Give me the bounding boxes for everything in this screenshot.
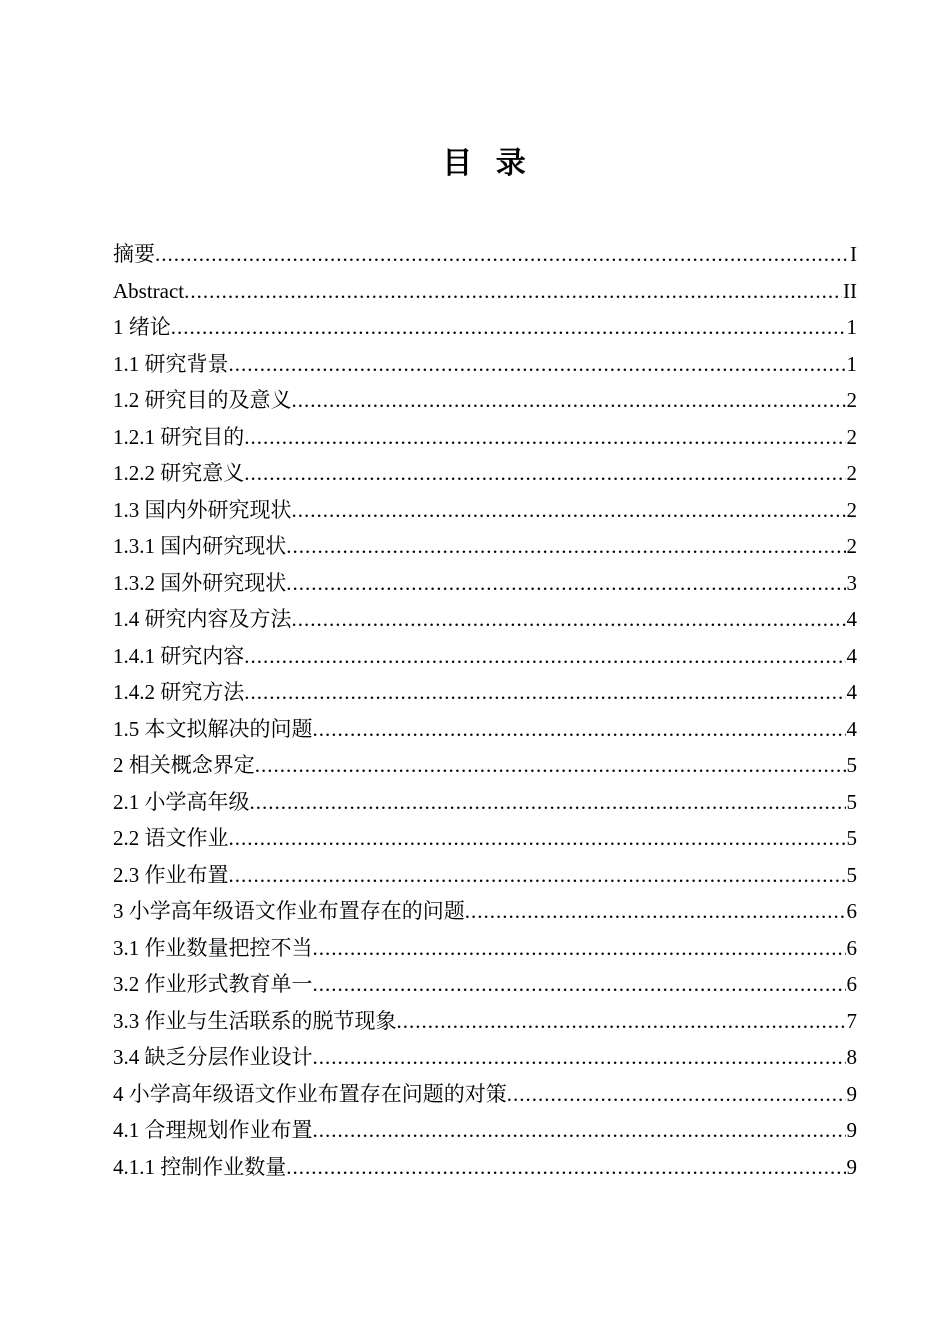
toc-entry[interactable] bbox=[113, 930, 857, 967]
toc-entry[interactable] bbox=[113, 711, 857, 748]
dot-leader bbox=[244, 674, 845, 711]
toc-entry-page: 2 bbox=[846, 497, 857, 522]
toc-entry[interactable] bbox=[113, 820, 857, 857]
toc-entry-page: 8 bbox=[846, 1045, 857, 1069]
toc-entry-label: 1 绪论 bbox=[113, 315, 171, 339]
toc-entry[interactable] bbox=[113, 309, 857, 346]
toc-entry-page: 4 bbox=[846, 680, 857, 704]
dot-leader bbox=[313, 966, 846, 1003]
toc-entry-label: 3 小学高年级语文作业布置存在的问题 bbox=[113, 899, 465, 923]
toc-entry[interactable] bbox=[113, 528, 857, 565]
toc-entry-page: 6 bbox=[846, 899, 857, 923]
toc-entry-page: 6 bbox=[846, 935, 857, 960]
toc-entry-page: 4 bbox=[846, 716, 857, 741]
toc-entry[interactable] bbox=[113, 455, 857, 492]
toc-entry-page: 9 bbox=[846, 1154, 857, 1179]
toc-entry-page: 9 bbox=[846, 1118, 857, 1142]
toc-entry-label: 1.1 研究背景 bbox=[113, 351, 229, 376]
toc-entry[interactable] bbox=[113, 492, 857, 529]
toc-entry[interactable] bbox=[113, 565, 857, 602]
dot-leader bbox=[286, 565, 845, 602]
toc-entry-label: 1.5 本文拟解决的问题 bbox=[113, 716, 313, 741]
dot-leader bbox=[292, 601, 846, 638]
toc-entry[interactable] bbox=[113, 1076, 857, 1113]
toc-entry-label: 1.3.1 国内研究现状 bbox=[113, 534, 287, 558]
toc-entry-page: 5 bbox=[846, 826, 857, 850]
toc-entry-page: I bbox=[850, 242, 857, 266]
dot-leader bbox=[244, 638, 845, 675]
dot-leader bbox=[184, 273, 842, 310]
toc-entry-label: 3.4 缺乏分层作业设计 bbox=[113, 1045, 313, 1069]
dot-leader bbox=[286, 528, 845, 565]
dot-leader bbox=[292, 382, 846, 419]
toc-title: 目 录 bbox=[442, 147, 528, 180]
toc-entry-page: 9 bbox=[846, 1081, 857, 1106]
dot-leader bbox=[286, 1149, 845, 1186]
toc-entry-label: 3.3 作业与生活联系的脱节现象 bbox=[113, 1008, 397, 1033]
toc-entry-page: 2 bbox=[846, 388, 857, 412]
dot-leader bbox=[244, 455, 845, 492]
toc-entry[interactable] bbox=[113, 382, 857, 419]
toc-entry-page: 5 bbox=[846, 789, 857, 814]
toc-entry[interactable] bbox=[113, 1112, 857, 1149]
toc-entry-page: II bbox=[843, 278, 857, 303]
toc-entry[interactable] bbox=[113, 1149, 857, 1186]
toc-entry-label: 2.2 语文作业 bbox=[113, 826, 229, 850]
toc-entry[interactable] bbox=[113, 601, 857, 638]
toc-entry[interactable] bbox=[113, 1003, 857, 1040]
dot-leader bbox=[171, 309, 846, 346]
toc-entry-label: 4 小学高年级语文作业布置存在问题的对策 bbox=[113, 1081, 507, 1106]
toc-entry-page: 4 bbox=[846, 607, 857, 631]
toc-entry[interactable] bbox=[113, 674, 857, 711]
dot-leader bbox=[229, 346, 846, 383]
dot-leader bbox=[255, 747, 846, 784]
toc-entry-page: 1 bbox=[846, 351, 857, 376]
toc-entry-page: 5 bbox=[846, 753, 857, 777]
toc-entry-label: 2.1 小学高年级 bbox=[113, 789, 250, 814]
toc-entry-label: 1.2 研究目的及意义 bbox=[113, 388, 292, 412]
dot-leader bbox=[465, 893, 846, 930]
toc-entry-label: Abstract bbox=[113, 278, 185, 303]
dot-leader bbox=[313, 1112, 846, 1149]
toc-entry-page: 1 bbox=[846, 315, 857, 339]
toc-entry-label: 1.2.2 研究意义 bbox=[113, 461, 245, 485]
toc-entry-page: 6 bbox=[846, 972, 857, 996]
toc-entry-label: 1.3.2 国外研究现状 bbox=[113, 570, 287, 595]
toc-entry-page: 2 bbox=[846, 424, 857, 449]
toc-entry-label: 1.4 研究内容及方法 bbox=[113, 607, 292, 631]
toc-entry-label: 1.2.1 研究目的 bbox=[113, 424, 245, 449]
toc-entry[interactable] bbox=[113, 857, 857, 894]
dot-leader bbox=[313, 1039, 846, 1076]
dot-leader bbox=[250, 784, 846, 821]
toc-list bbox=[113, 236, 857, 1185]
toc-entry-label: 1.4.1 研究内容 bbox=[113, 643, 245, 668]
toc-entry-label: 1.3 国内外研究现状 bbox=[113, 497, 292, 522]
toc-entry-page: 2 bbox=[846, 461, 857, 485]
toc-entry-label: 3.2 作业形式教育单一 bbox=[113, 972, 313, 996]
toc-entry-page: 4 bbox=[846, 643, 857, 668]
toc-entry-label: 摘要 bbox=[113, 242, 155, 266]
toc-entry-page: 5 bbox=[846, 862, 857, 887]
toc-entry[interactable] bbox=[113, 273, 857, 310]
toc-entry[interactable] bbox=[113, 893, 857, 930]
toc-entry-page: 2 bbox=[846, 534, 857, 558]
toc-entry[interactable] bbox=[113, 638, 857, 675]
dot-leader bbox=[313, 930, 846, 967]
toc-entry-label: 4.1 合理规划作业布置 bbox=[113, 1118, 313, 1142]
toc-entry[interactable] bbox=[113, 419, 857, 456]
dot-leader bbox=[244, 419, 845, 456]
dot-leader bbox=[313, 711, 846, 748]
toc-entry[interactable] bbox=[113, 1039, 857, 1076]
toc-entry[interactable] bbox=[113, 747, 857, 784]
dot-leader bbox=[397, 1003, 846, 1040]
dot-leader bbox=[292, 492, 846, 529]
toc-entry[interactable] bbox=[113, 784, 857, 821]
dot-leader bbox=[229, 820, 846, 857]
toc-entry-label: 2 相关概念界定 bbox=[113, 753, 255, 777]
toc-entry-label: 1.4.2 研究方法 bbox=[113, 680, 245, 704]
dot-leader bbox=[229, 857, 846, 894]
toc-entry-label: 3.1 作业数量把控不当 bbox=[113, 935, 313, 960]
toc-entry[interactable] bbox=[113, 236, 857, 273]
toc-entry-label: 2.3 作业布置 bbox=[113, 862, 229, 887]
toc-entry[interactable] bbox=[113, 346, 857, 383]
toc-entry-page: 7 bbox=[846, 1008, 857, 1033]
dot-leader bbox=[507, 1076, 846, 1113]
toc-entry[interactable] bbox=[113, 966, 857, 1003]
dot-leader bbox=[155, 236, 849, 273]
toc-entry-page: 3 bbox=[846, 570, 857, 595]
toc-entry-label: 4.1.1 控制作业数量 bbox=[113, 1154, 287, 1179]
